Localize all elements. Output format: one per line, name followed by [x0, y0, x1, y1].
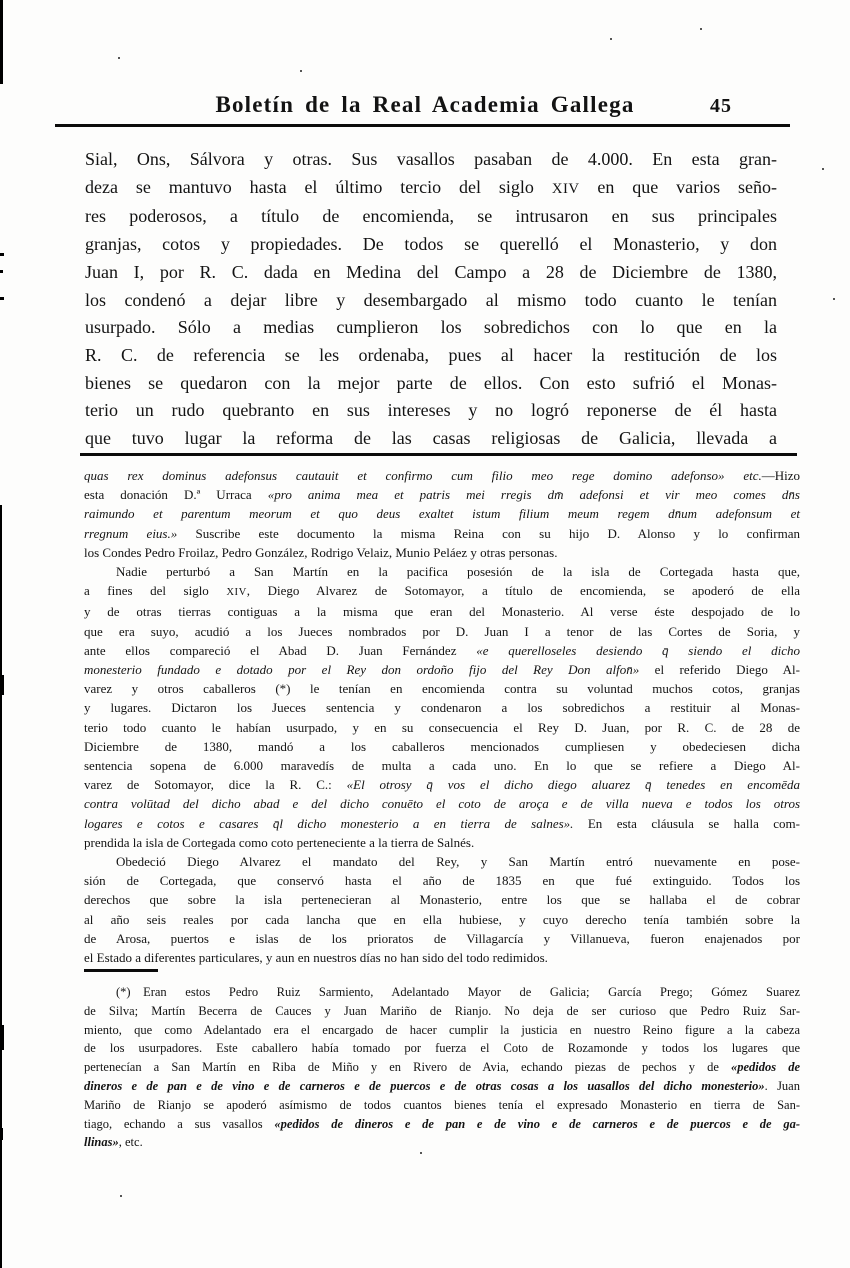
quoted-old-text: «pedidos de dineros e de pan e de vino e de carneros e de puercos e de ga-: [274, 1116, 801, 1131]
text-segment: sentencia sopena de 6.000 maravedís de multa a cada uno. En lo que se refiere a Diego Al-: [84, 758, 800, 774]
quoted-old-text: contra volūtad del dicho abad e del dicho conuēto el coto de aroça e de villa nueva e todos los otros: [84, 796, 800, 812]
scan-artifact: [120, 1195, 122, 1197]
quoted-old-text: rregnum eius.»: [84, 525, 178, 541]
scan-artifact: [0, 1025, 4, 1050]
scan-artifact: [0, 297, 4, 300]
text-segment: res poderosos, a título de encomienda, se intrusaron en sus principales: [85, 206, 777, 227]
scan-artifact: [0, 253, 4, 256]
footnote-block: [84, 466, 800, 967]
asterisk-footnote-rule: [84, 969, 158, 972]
text-line: [84, 543, 800, 562]
quoted-old-text: raimundo et parentum meorum et quo deus exaltet istum filium meum regem dn̄um adefonsum et: [84, 506, 800, 522]
text-line: [84, 794, 800, 813]
scan-artifact: [420, 1152, 422, 1154]
text-line: [84, 910, 800, 929]
text-segment: de los usurpadores. Este caballero había tomado por fuerza el Coto de Rozamonde y todos los lugares que: [84, 1041, 800, 1056]
scan-artifact: [0, 0, 3, 84]
text-segment: el referido Diego Al-: [639, 662, 800, 678]
text-line: [84, 1002, 800, 1021]
text-line: [84, 1021, 800, 1040]
text-line: [84, 485, 800, 504]
text-line: [84, 929, 800, 948]
text-segment: —Hizo: [761, 468, 800, 483]
quoted-old-text: «pedidos de: [730, 1060, 800, 1075]
text-line: [85, 425, 777, 453]
text-line: [84, 948, 800, 967]
text-segment: , etc.: [118, 1135, 143, 1150]
scan-artifact: [700, 28, 702, 30]
text-segment: Nadie perturbó a San Martín en la pacifica posesión de la isla de Cortegada hasta que,: [116, 564, 800, 580]
text-segment: derechos que sobre la isla pertenecieran al Monasterio, entre los que se hallaba el de cobrar: [84, 892, 800, 908]
text-segment: usurpado. Sólo a medias cumplieron los sobredichos con lo que en la: [85, 317, 777, 338]
text-line: [84, 737, 800, 756]
text-segment: que tuvo lugar la reforma de las casas religiosas de Galicia, llevada a: [85, 428, 777, 449]
text-segment: Diciembre de 1380, mandó a los caballeros mencionados cumpliesen y obedeciesen dicha: [84, 738, 800, 754]
text-line: [85, 314, 777, 342]
text-line: [85, 203, 777, 231]
text-line: [84, 871, 800, 890]
text-line: [84, 524, 800, 543]
text-line: [84, 890, 800, 909]
text-segment: varez de Sotomayor, dice la R. C.:: [84, 777, 347, 793]
footnote-separator-rule: [80, 453, 797, 456]
text-segment: , Diego Alvarez de Sotomayor, a título de encomienda, se apoderó de ella: [246, 583, 800, 599]
text-line: [85, 397, 777, 425]
text-segment: Obedeció Diego Alvarez el mandato del Rey, y San Martín entró nuevamente en pose-: [116, 854, 800, 870]
text-line: [84, 562, 800, 581]
text-line: [84, 775, 800, 794]
text-segment: Sial, Ons, Sálvora y otras. Sus vasallos pasaban de 4.000. En esta gran-: [85, 149, 777, 169]
text-segment: que era suyo, acudió a los Jueces nombrados por D. Juan I a tenor de las Cortes de Soria, y: [84, 623, 800, 639]
text-line: [84, 679, 800, 698]
text-line: [84, 852, 800, 871]
text-line: [84, 602, 800, 621]
text-line: [85, 259, 777, 287]
text-segment: Suscribe este documento la misma Reina con su hijo D. Alonso y lo confirman: [177, 525, 800, 541]
text-segment: esta donación D.ª Urraca: [84, 487, 268, 503]
text-segment: deza se mantuvo hasta el último tercio del siglo: [85, 176, 552, 197]
quoted-old-text: logares e cotos e casares q̄l dicho monesterio a en tierra de salnes».: [84, 815, 574, 831]
text-segment: al año seis reales por cada lancha que en ella hubiese, y cuyo derecho tenía también sobre la: [84, 911, 800, 927]
text-line: [84, 622, 800, 641]
text-line: [85, 370, 777, 398]
text-segment: XIV: [226, 587, 247, 599]
quoted-old-text: llinas»: [84, 1135, 119, 1150]
text-line: [84, 698, 800, 717]
text-segment: pertenecían a San Martín en Riba de Miño y en Rivero de Avia, echando piezas de pechos y de: [84, 1060, 731, 1075]
text-segment: de Arosa, puertos e islas de los prioratos de Villagarcía y Villanueva, fueron enajenados por: [84, 930, 800, 946]
text-segment: ante ellos compareció el Abad D. Juan Fernández: [84, 642, 477, 658]
paragraph: [84, 983, 800, 1152]
scan-artifact: [822, 168, 824, 170]
scan-artifact: [0, 675, 4, 695]
scan-artifact: [833, 298, 835, 300]
text-segment: y de otras tierras contiguas a la misma que eran del Monasterio. Al verse éste despojado de lo: [84, 604, 800, 620]
text-line: [84, 504, 800, 523]
text-segment: bienes se quedaron con la mejor parte de ellos. Con esto sufrió el Monas-: [85, 372, 777, 393]
text-segment: Mariño de Rianjo se apoderó asímismo de todos cuantos bienes tenía el expresado Monasterio en tierra de San-: [84, 1097, 800, 1112]
text-line: [85, 146, 777, 174]
scan-artifact: [300, 70, 302, 72]
paragraph: [84, 562, 800, 852]
text-segment: los Condes Pedro Froilaz, Pedro González, Rodrigo Velaiz, Munio Peláez y otras personas.: [84, 544, 558, 560]
text-line: [84, 660, 800, 679]
text-line: [85, 287, 777, 315]
text-segment: terio un rudo quebranto en sus intereses y no logró reponerse de él hasta: [85, 400, 777, 421]
quoted-old-text: «e querelloseles desiendo q̄ siendo el dicho: [476, 642, 800, 658]
page-number: 45: [710, 95, 732, 117]
text-segment: . Juan: [764, 1078, 800, 1093]
text-line: [85, 231, 777, 259]
text-segment: varez y otros caballeros (*) le tenían en encomienda contra su voluntad muchos cotos, granjas: [84, 681, 800, 697]
text-segment: granjas, cotos y propiedades. De todos se querelló el Monasterio, y don: [85, 234, 777, 255]
header-rule: [55, 124, 790, 127]
text-segment: tiago, echando a sus vasallos: [84, 1116, 275, 1131]
asterisk-footnote: [84, 983, 800, 1152]
text-segment: (*) Eran estos Pedro Ruiz Sarmiento, Adelantado Mayor de Galicia; García Prego; Gómez Suarez: [116, 985, 800, 999]
text-segment: terio todo cuanto le habían usurpado, y en su consecuencia el Rey D. Juan, por R. C. de 28 de: [84, 719, 800, 735]
text-segment: Juan I, por R. C. dada en Medina del Campo a 28 de Diciembre de 1380,: [85, 261, 777, 282]
scan-artifact: [0, 270, 3, 273]
journal-title: Boletín de la Real Academia Gallega: [215, 92, 635, 117]
text-segment: prendida la isla de Cortegada como coto perteneciente a la tierra de Salnés.: [84, 834, 475, 850]
text-line: [84, 1133, 800, 1152]
text-line: [84, 641, 800, 660]
scan-artifact: [0, 1128, 3, 1140]
text-segment: a fines del siglo: [84, 583, 227, 599]
text-line: [84, 1039, 800, 1058]
text-line: [84, 1077, 800, 1096]
text-line: [84, 1096, 800, 1115]
main-text: [85, 146, 777, 453]
quoted-old-text: «pro anima mea et patris mei rregis dm̄ adefonsi et vir meo comes dn̄s: [267, 487, 800, 503]
text-line: [85, 174, 777, 204]
text-line: [84, 581, 800, 602]
paragraph: [85, 146, 777, 453]
text-line: [84, 833, 800, 852]
paragraph: [84, 852, 800, 967]
quoted-old-text: quas rex dominus adefonsus cautauit et confirmo cum filio meo rege domino adefonso» etc.: [84, 468, 762, 483]
text-line: [84, 814, 800, 833]
text-segment: sión de Cortegada, que conservó hasta el año de 1835 en que fué extinguido. Todos los: [84, 873, 800, 889]
text-segment: en que varios seño-: [579, 176, 777, 197]
text-line: [84, 1058, 800, 1077]
quoted-old-text: «El otrosy q̄ vos el dicho diego aluarez q̄ tenedes en encomēda: [346, 777, 801, 793]
text-segment: de Silva; Martín Becerra de Cauces y Juan Mariño de Rianjo. No deja de ser curioso que Pedro Ruiz Sar-: [84, 1003, 800, 1018]
text-line: [84, 466, 800, 485]
quoted-old-text: dineros e de pan e de vino e de carneros e de puercos e de otras cosas a los uasallos del dicho monesterio»: [84, 1078, 765, 1093]
text-segment: los condenó a dejar libre y desembargado al mismo todo cuanto le tenían: [85, 289, 777, 310]
text-segment: el Estado a diferentes particulares, y aun en nuestros días no han sido del todo redimidos.: [84, 950, 548, 966]
quoted-old-text: monesterio fundado e dotado por el Rey don ordoño fijo del Rey Don alfon̄»: [84, 662, 640, 678]
scan-artifact: [118, 57, 120, 59]
text-line: [84, 718, 800, 737]
text-segment: XIV: [551, 180, 580, 197]
text-line: [84, 756, 800, 775]
text-segment: y lugares. Dictaron los Jueces sentencia y condenaron a los sobredichos a restituir al Monas-: [84, 700, 800, 716]
text-segment: En esta cláusula se halla com-: [573, 815, 800, 831]
text-segment: R. C. de referencia se les ordenaba, pues al hacer la restitución de los: [85, 344, 777, 365]
text-line: [85, 342, 777, 370]
page-header: [60, 92, 790, 118]
paragraph: [84, 466, 800, 562]
scan-artifact: [610, 38, 612, 40]
scan-artifact: [0, 505, 2, 1268]
text-line: [84, 1115, 800, 1134]
text-segment: miento, que como Adelantado era el encargado de hacer cumplir la justicia en nuestro Reino figure a la cabeza: [84, 1022, 800, 1037]
text-line: [84, 983, 800, 1002]
